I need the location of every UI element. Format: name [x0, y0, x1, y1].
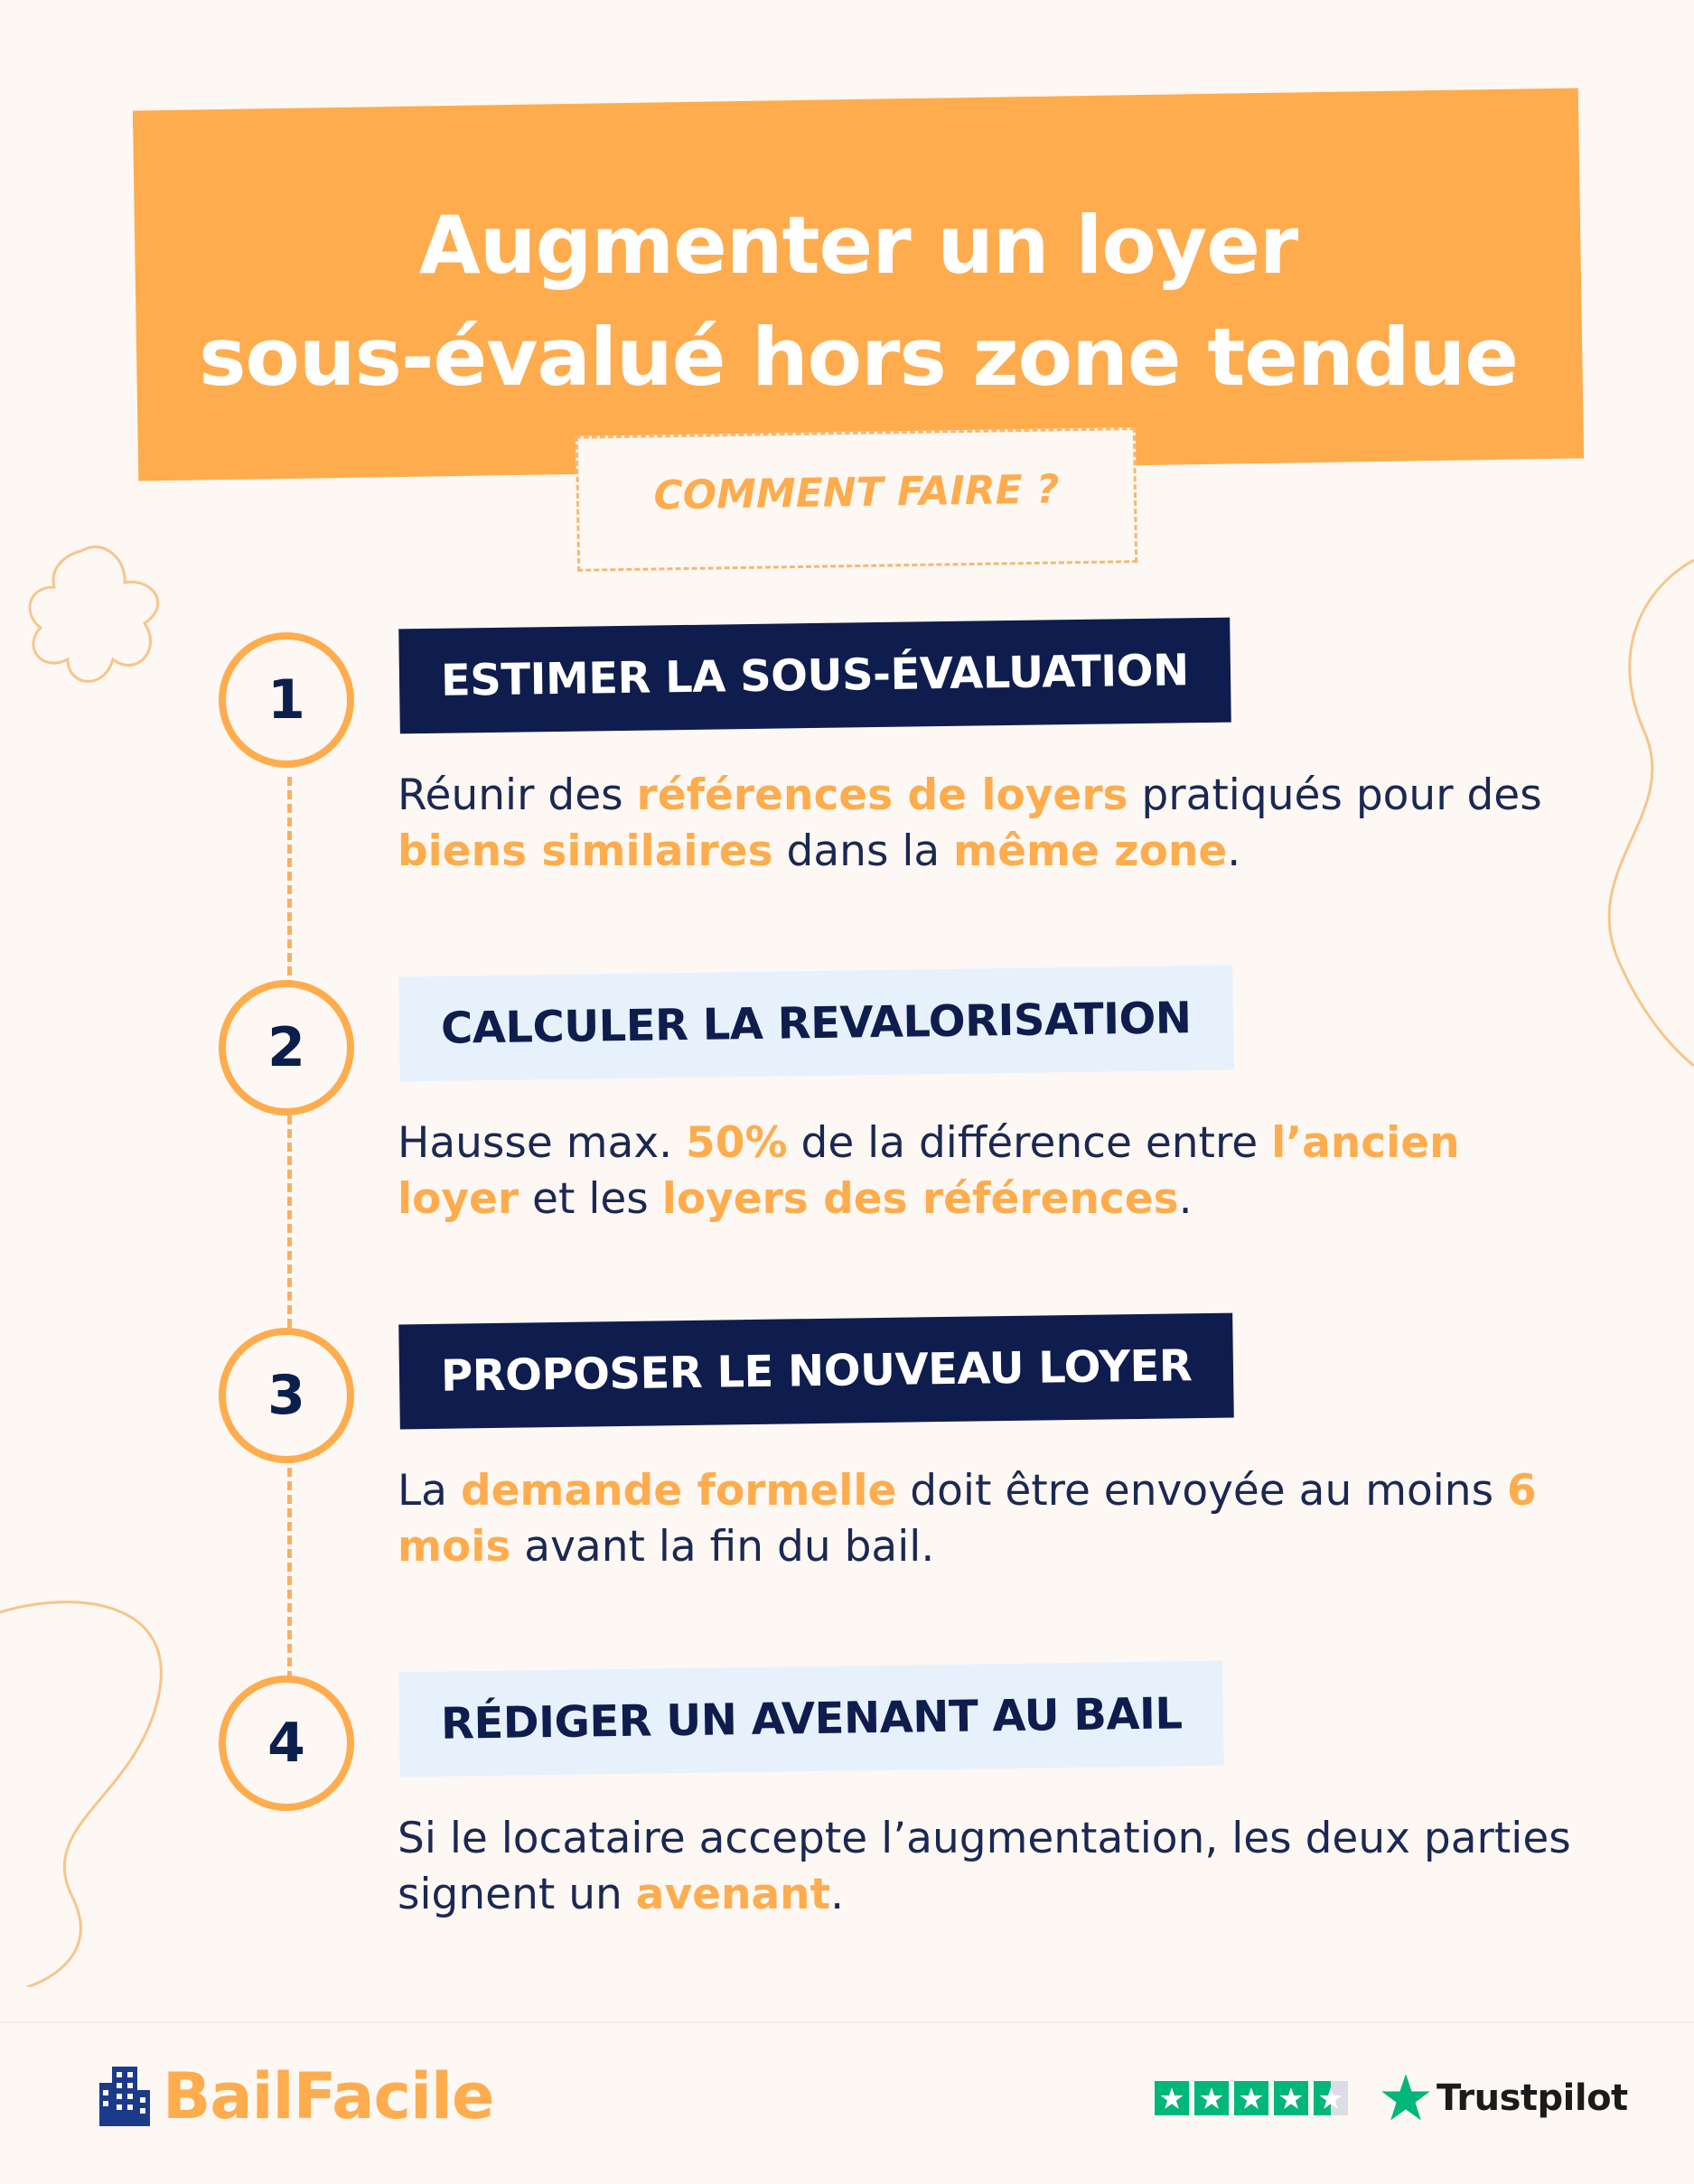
highlighted-text: l’ancien loyer — [398, 1118, 1460, 1224]
subtitle: COMMENT FAIRE ? — [653, 466, 1060, 519]
step-title: ESTIMER LA SOUS-ÉVALUATION — [398, 618, 1231, 734]
text-segment: pratiqués pour des — [1128, 770, 1542, 820]
step-description — [398, 768, 1572, 880]
step-number-circle: 2 — [219, 980, 354, 1115]
highlighted-text: demande formelle — [460, 1466, 897, 1516]
step-description — [398, 1811, 1572, 1923]
highlighted-text: loyers des références — [661, 1174, 1179, 1224]
trustpilot-badge — [1155, 2074, 1628, 2123]
brand-logo — [99, 2059, 494, 2133]
wave-line-decoration-right — [1590, 551, 1694, 1075]
star-icon — [1234, 2081, 1268, 2115]
rating-stars — [1155, 2081, 1348, 2115]
text-segment: . — [1178, 1174, 1193, 1224]
text-segment: La — [398, 1466, 461, 1516]
star-icon — [1274, 2081, 1308, 2115]
highlighted-text: 6 mois — [398, 1466, 1537, 1572]
highlighted-text: biens similaires — [398, 826, 773, 876]
text-segment: . — [830, 1870, 845, 1919]
wave-line-decoration-left — [0, 1590, 181, 1987]
text-segment: Réunir des — [398, 770, 637, 820]
trustpilot-star-icon — [1380, 2074, 1431, 2123]
step-number-circle: 3 — [219, 1328, 354, 1463]
title-line-2: sous-évalué hors zone tendue — [199, 311, 1518, 404]
step-description — [398, 1463, 1572, 1575]
timeline-dashed-line — [287, 777, 292, 1680]
star-icon — [1194, 2081, 1229, 2115]
brand-name: BailFacile — [163, 2059, 494, 2133]
building-icon — [99, 2067, 150, 2126]
text-segment: de la différence entre — [787, 1118, 1272, 1168]
step-description — [398, 1115, 1572, 1227]
title-line-1: Augmenter un loyer — [418, 199, 1298, 292]
star-icon — [1155, 2081, 1189, 2115]
step-number-circle: 4 — [219, 1675, 354, 1811]
star-icon — [1314, 2081, 1348, 2115]
text-segment: dans la — [772, 826, 954, 876]
step-title: CALCULER LA REVALORISATION — [398, 966, 1233, 1082]
trustpilot-brand — [1380, 2074, 1628, 2123]
highlighted-text: avenant — [635, 1870, 831, 1919]
text-segment: Hausse max. — [398, 1118, 687, 1168]
blob-outline-decoration — [18, 533, 181, 695]
text-segment: et les — [519, 1174, 662, 1224]
step-title: PROPOSER LE NOUVEAU LOYER — [398, 1313, 1234, 1430]
highlighted-text: 50% — [686, 1118, 788, 1168]
text-segment: . — [1227, 826, 1241, 876]
text-segment: avant la fin du bail. — [510, 1522, 935, 1572]
trustpilot-name: Trustpilot — [1437, 2077, 1628, 2119]
page-title — [136, 190, 1581, 414]
step-title: RÉDIGER UN AVENANT AU BAIL — [398, 1661, 1224, 1778]
step-number-circle: 1 — [219, 632, 354, 768]
text-segment: doit être envoyée au moins — [896, 1466, 1508, 1516]
text-segment: Si le locataire accepte l’augmentation, les deux parties signent un — [398, 1814, 1571, 1919]
highlighted-text: même zone — [953, 826, 1228, 876]
highlighted-text: références de loyers — [636, 770, 1128, 820]
